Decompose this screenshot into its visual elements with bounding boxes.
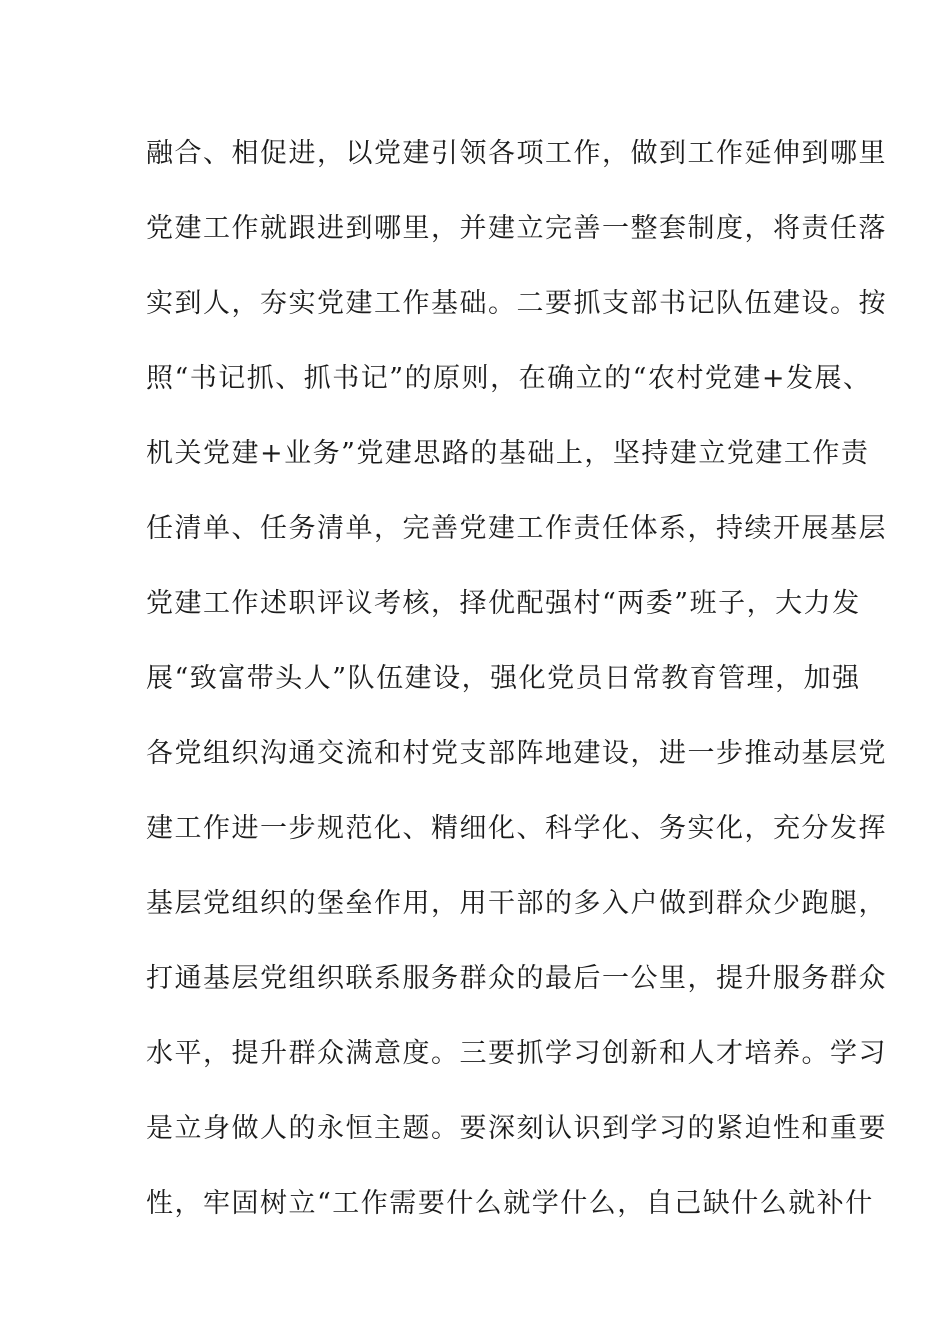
text-line: 实到人，夯实党建工作基础。二要抓支部书记队伍建设。按 xyxy=(146,288,887,319)
text-line: 各党组织沟通交流和村党支部阵地建设，进一步推动基层党 xyxy=(146,738,887,769)
text-line: 党建工作述职评议考核，择优配强村“两委”班子，大力发 xyxy=(146,588,861,619)
text-line: 展“致富带头人”队伍建设，强化党员日常教育管理，加强 xyxy=(146,663,861,694)
text-line: 建工作进一步规范化、精细化、科学化、务实化，充分发挥 xyxy=(146,813,887,844)
text-line: 性，牢固树立“工作需要什么就学什么，自己缺什么就补什 xyxy=(146,1188,874,1219)
text-line: 水平，提升群众满意度。三要抓学习创新和人才培养。学习 xyxy=(146,1038,887,1069)
text-line: 打通基层党组织联系服务群众的最后一公里，提升服务群众 xyxy=(146,963,887,994)
text-line: 照“书记抓、抓书记”的原则，在确立的“农村党建+发展、 xyxy=(146,363,872,394)
text-line: 任清单、任务清单，完善党建工作责任体系，持续开展基层 xyxy=(146,513,887,544)
text-line: 是立身做人的永恒主题。要深刻认识到学习的紧迫性和重要 xyxy=(146,1113,887,1144)
body-text xyxy=(146,132,887,1257)
text-line: 党建工作就跟进到哪里，并建立完善一整套制度，将责任落 xyxy=(146,213,887,244)
text-line: 融合、相促进，以党建引领各项工作，做到工作延伸到哪里 xyxy=(146,138,887,169)
text-line: 基层党组织的堡垒作用，用干部的多入户做到群众少跑腿， xyxy=(146,888,887,919)
text-line: 机关党建+业务”党建思路的基础上，坚持建立党建工作责 xyxy=(146,438,870,469)
